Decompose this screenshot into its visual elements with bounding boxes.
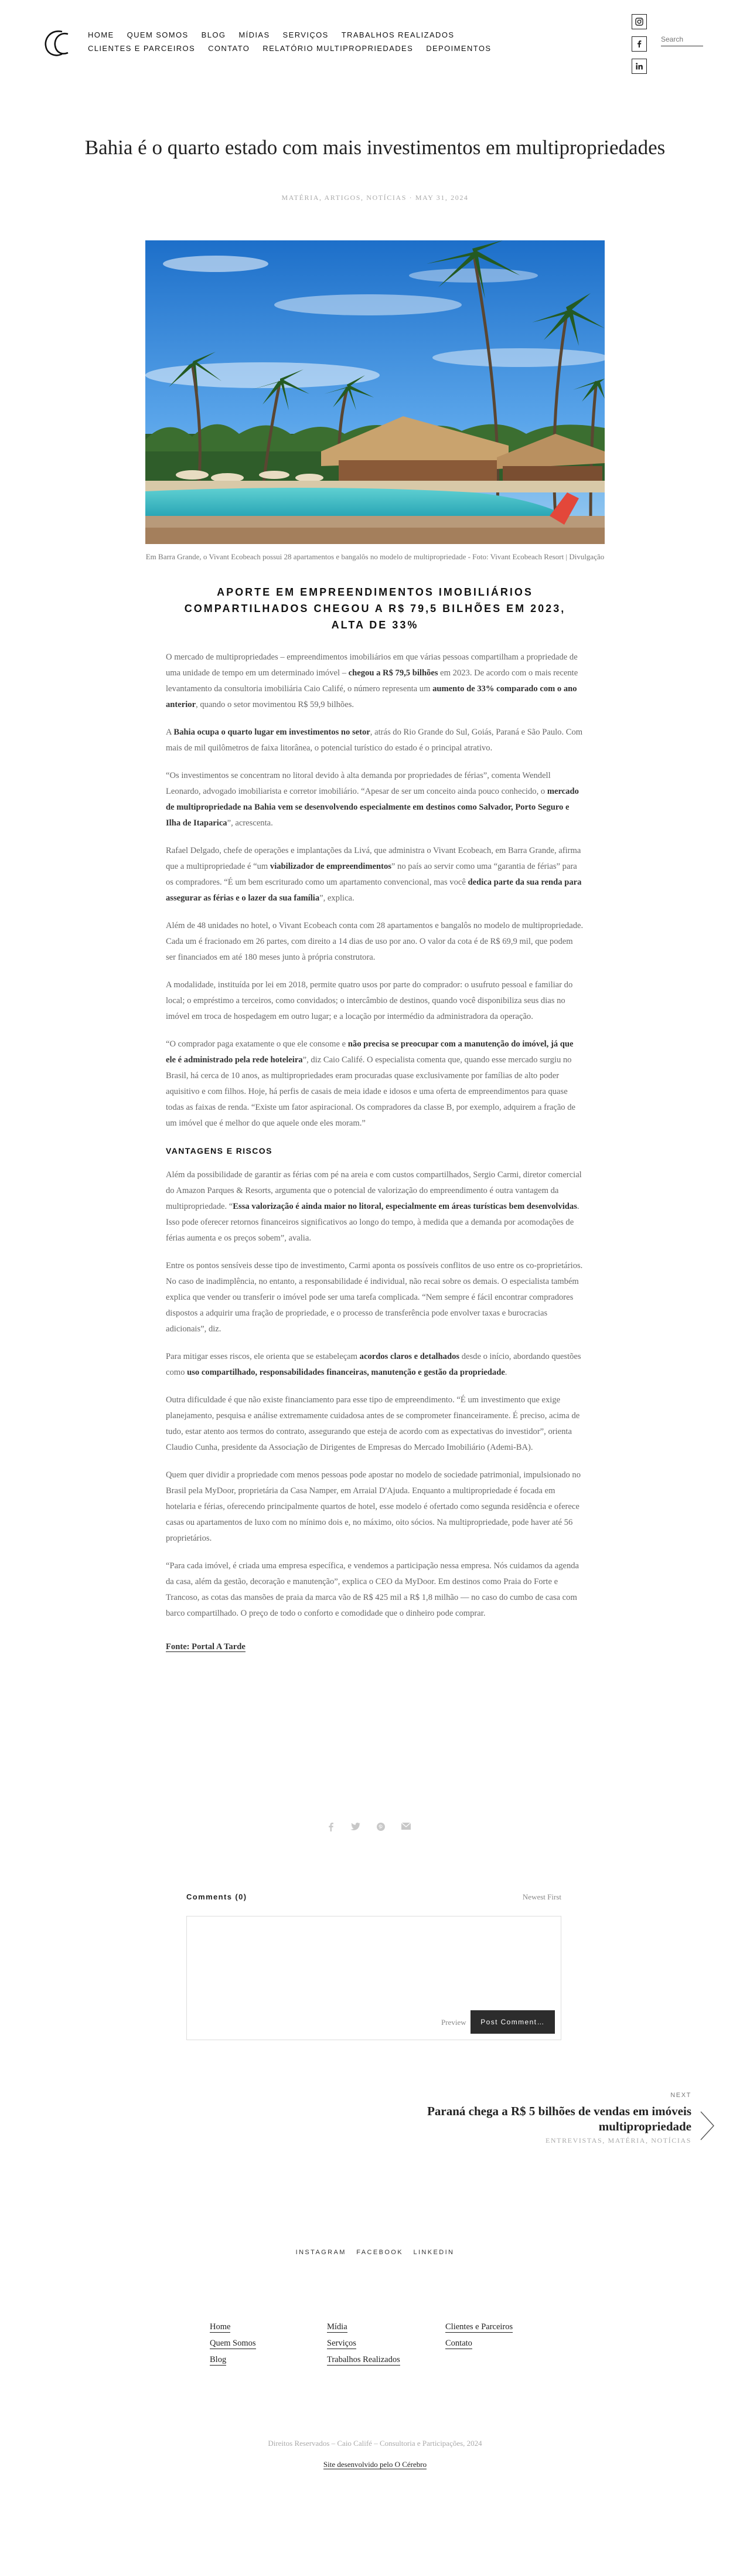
next-post[interactable] — [380, 2092, 691, 2145]
page-title: Bahia é o quarto estado com mais investimentos em multipropriedades — [84, 136, 666, 159]
nav-home[interactable]: HOME — [88, 30, 114, 39]
next-label: NEXT — [670, 2092, 691, 2099]
site-credit — [0, 2460, 750, 2469]
logo[interactable] — [42, 26, 70, 61]
meta-separator: · — [409, 193, 413, 202]
nav-trabalhos[interactable]: TRABALHOS REALIZADOS — [341, 30, 455, 39]
post-meta — [0, 193, 750, 202]
nav-midias[interactable]: MÍDIAS — [238, 30, 270, 39]
preview-button[interactable]: Preview — [441, 2018, 466, 2027]
nav-blog[interactable]: BLOG — [201, 30, 226, 39]
footer-instagram-link[interactable]: INSTAGRAM — [295, 2249, 346, 2256]
article-paragraph: “Os investimentos se concentram no litoral devido à alta demanda por propriedades de férias”, comenta Wendell Leonardo, advogado imobiliarista e corretor imobiliário. “Apesar de ser um conceito ainda pouco conhecido, o mercado de multipropriedade na Bahia vem se desenvolvendo especialmente em destinos como Salvador, Porto Seguro e Ilha de Itaparica”, acrescenta. — [166, 771, 579, 828]
facebook-icon[interactable] — [327, 1822, 335, 1831]
next-post-categories: ENTREVISTAS, MATÉRIA, NOTÍCIAS — [545, 2136, 691, 2145]
main-nav — [88, 30, 574, 53]
article-paragraph: O mercado de multipropriedades – empreendimentos imobiliários em que várias pessoas compartilham a propriedade de uma unidade de tempo em um determinado imóvel – chegou a R$ 79,5 bilhões em 2023. De acordo com o mais recente levantamento da consultoria imobiliária Caio Califé, o número representa um aumento de 33% comparado com o ano anterior, quando o setor movimentou R$ 59,9 bilhões. — [166, 653, 578, 709]
article-paragraph: A Bahia ocupa o quarto lugar em investimentos no setor, atrás do Rio Grande do Sul, Goiás, Paraná e São Paulo. Com mais de mil quilômetros de faixa litorânea, o potencial turístico do estado é o principal atrativo. — [166, 728, 583, 753]
twitter-icon[interactable] — [350, 1822, 361, 1831]
header-social — [632, 14, 647, 74]
comment-input[interactable] — [187, 1916, 561, 2004]
instagram-icon[interactable] — [632, 14, 647, 29]
article-paragraph: Quem quer dividir a propriedade com menos pessoas pode apostar no modelo de sociedade patrimonial, impulsionado no Brasil pela MyDoor, proprietária da Casa Namper, em Arraial D'Ajuda. Enquanto a multipropriedade é focada em hotelaria e férias, oferecendo principalmente quartos de hotel, esse modelo é ofertado como segunda residência e oferece casas ou apartamentos de luxo com no mínimo dois e, no máximo, oito sócios. Na multipropriedade, pode haver até 56 proprietários. — [166, 1470, 581, 1543]
article-paragraph: Além da possibilidade de garantir as férias com pé na areia e com custos compartilhados, Sergio Carmi, diretor comercial do Amazon Parques & Resorts, argumenta que o potencial de valorização do empreendimento é outra vantagem da multipropriedade. “Essa valorização é ainda maior no litoral, especialmente em áreas turísticas bem desenvolvidas. Isso pode oferecer retornos financeiros significativos ao longo do tempo, à medida que a demanda por acomodações de férias aumenta e os preços sobem”, avalia. — [166, 1170, 582, 1243]
post-date: MAY 31, 2024 — [415, 193, 469, 202]
search-box — [661, 35, 703, 46]
footer-link-clientes[interactable]: Clientes e Parceiros — [445, 2322, 513, 2332]
comments-count: Comments (0) — [186, 1892, 247, 1901]
nav-quem-somos[interactable]: QUEM SOMOS — [127, 30, 189, 39]
next-post-title[interactable]: Paraná chega a R$ 5 bilhões de vendas em imóveis multipropriedade — [427, 2104, 691, 2133]
footer-link-blog[interactable]: Blog — [210, 2355, 227, 2364]
nav-contato[interactable]: CONTATO — [208, 44, 250, 53]
footer-linkedin-link[interactable]: LINKEDIN — [413, 2249, 455, 2256]
comments-sort[interactable]: Newest First — [522, 1892, 561, 1901]
nav-servicos[interactable]: SERVIÇOS — [282, 30, 329, 39]
nav-clientes[interactable]: CLIENTES E PARCEIROS — [88, 44, 196, 53]
source-link[interactable]: Fonte: Portal A Tarde — [166, 1642, 246, 1651]
article-body — [166, 584, 584, 1667]
post-comment-button[interactable]: Post Comment… — [471, 2010, 555, 2034]
hero-image — [145, 240, 605, 544]
footer-link-home[interactable]: Home — [210, 2322, 231, 2332]
site-header — [0, 0, 750, 82]
email-icon[interactable] — [401, 1822, 411, 1830]
comment-form — [186, 1916, 561, 2040]
credit-link[interactable]: Site desenvolvido pelo O Cérebro — [323, 2460, 427, 2469]
post-categories[interactable]: MATÉRIA, ARTIGOS, NOTÍCIAS — [281, 193, 407, 202]
footer-link-trabalhos[interactable]: Trabalhos Realizados — [327, 2355, 400, 2364]
chevron-right-icon[interactable] — [700, 2111, 715, 2141]
article-paragraph: Rafael Delgado, chefe de operações e implantações da Livá, que administra o Vivant Ecobeach, em Barra Grande, afirma que a multipropriedade é “um viabilizador de empreendimentos” no país ao servir como uma “garantia de férias” para os compradores. “É um bem escriturado como um apartamento convencional, mas você dedica parte da sua renda para assegurar as férias e o lazer da sua família”, explica. — [166, 846, 582, 903]
section-heading: VANTAGENS E RISCOS — [166, 1146, 272, 1156]
source-line — [166, 1639, 584, 1655]
article-paragraph: Entre os pontos sensíveis desse tipo de investimento, Carmi aponta os possíveis conflitos de uso entre os co-proprietários. No caso de inadimplência, no entanto, a responsabilidade é individual, não recai sobre os demais. O especialista também explica que vender ou transferir o imóvel pode ser uma tarefa complicada. “Nem sempre é fácil encontrar compradores dispostos a adquirir uma fração de propriedade, e o processo de transferência pode envolver taxas e burocracias adicionais”, diz. — [166, 1261, 583, 1334]
article-paragraph: Além de 48 unidades no hotel, o Vivant Ecobeach conta com 28 apartamentos e bangalôs no modelo de multipropriedade. Cada um é fracionado em 26 partes, com direito a 14 dias de uso por ano. O valor da cota é de R$ 69,9 mil, que podem ser financiados em até 180 meses junto à própria construtora. — [166, 921, 584, 962]
article-paragraph: “Para cada imóvel, é criada uma empresa específica, e vendemos a participação nessa empresa. Nós cuidamos da agenda da casa, além da gestão, decoração e manutenção”, explica o CEO da MyDoor. Em destinos como Praia do Forte e Trancoso, as cotas das mansões de praia da marca vão de R$ 425 mil a R$ 1,8 milhão — no caso do cumbo de casa com barco compartilhado. O preço de todo o conforto e comodidade que o dinheiro pode comprar. — [166, 1561, 579, 1618]
footer-social — [0, 2249, 750, 2256]
copyright: Direitos Reservados – Caio Califé – Consultoria e Participações, 2024 — [268, 2439, 482, 2448]
footer-facebook-link[interactable]: FACEBOOK — [356, 2249, 403, 2256]
footer-link-servicos[interactable]: Serviços — [327, 2339, 356, 2348]
search-input[interactable] — [661, 35, 703, 43]
share-bar — [327, 1822, 411, 1831]
nav-depoimentos[interactable]: DEPOIMENTOS — [426, 44, 492, 53]
article-paragraph: Para mitigar esses riscos, ele orienta que se estabeleçam acordos claros e detalhados desde o início, abordando questões como uso compartilhado, responsabilidades financeiras, manutenção e gestão da propriedade. — [166, 1352, 581, 1377]
comments-section — [186, 1892, 561, 2040]
footer-link-contato[interactable]: Contato — [445, 2339, 472, 2348]
article-subheading: APORTE EM EMPREENDIMENTOS IMOBILIÁRIOS COMPARTILHADOS CHEGOU A R$ 79,5 BILHÕES EM 2023, ALTA DE 33% — [184, 586, 566, 631]
linkedin-icon[interactable] — [632, 59, 647, 74]
footer-link-quem-somos[interactable]: Quem Somos — [210, 2339, 256, 2348]
comments-header — [186, 1892, 561, 1902]
article-paragraph: “O comprador paga exatamente o que ele consome e não precisa se preocupar com a manutenção do imóvel, já que ele é administrado pela rede hoteleira”, diz Caio Califé. O especialista comenta que, quando esse mercado surgiu no Brasil, há cerca de 10 anos, as multipropriedades eram procuradas quase exclusivamente por famílias de alto poder aquisitivo e com filhos. Hoje, há perfis de casais de meia idade e idosos e uma oferta de empreendimentos para quase todas as faixas de renda. “Existe um fator aspiracional. Os compradores da classe B, por exemplo, adquirem a fração de um imóvel que é melhor do que aquele onde eles moram.” — [166, 1039, 576, 1128]
article-paragraph: Outra dificuldade é que não existe financiamento para esse tipo de empreendimento. “É um investimento que exige planejamento, pesquisa e análise extremamente cuidadosa antes de se comprometer financeiramente. É preciso, acima de tudo, estar atento aos termos do contrato, assegurando que esteja de acordo com as expectativas do investidor”, orienta Claudio Cunha, presidente da Associação de Dirigentes de Empresas do Mercado Imobiliário (Ademi-BA). — [166, 1395, 580, 1452]
nav-relatorio[interactable]: RELATÓRIO MULTIPROPRIEDADES — [262, 44, 414, 53]
facebook-icon[interactable] — [632, 36, 647, 52]
pinterest-icon[interactable] — [376, 1822, 386, 1831]
footer-link-midia[interactable]: Mídia — [327, 2322, 347, 2332]
article-paragraph: A modalidade, instituída por lei em 2018, permite quatro usos por parte do comprador: o usufruto pessoal e familiar do local; o empréstimo a terceiros, como convidados; o intercâmbio de destinos, quando você disponibiliza seus dias no imóvel em troca de hospedagem em outro lugar; e a locação por intermédio da administradora da operação. — [166, 980, 573, 1021]
image-caption: Em Barra Grande, o Vivant Ecobeach possui 28 apartamentos e bangalôs no modelo de multipropriedade - Foto: Vivant Ecobeach Resort | Divulgação — [145, 552, 605, 561]
